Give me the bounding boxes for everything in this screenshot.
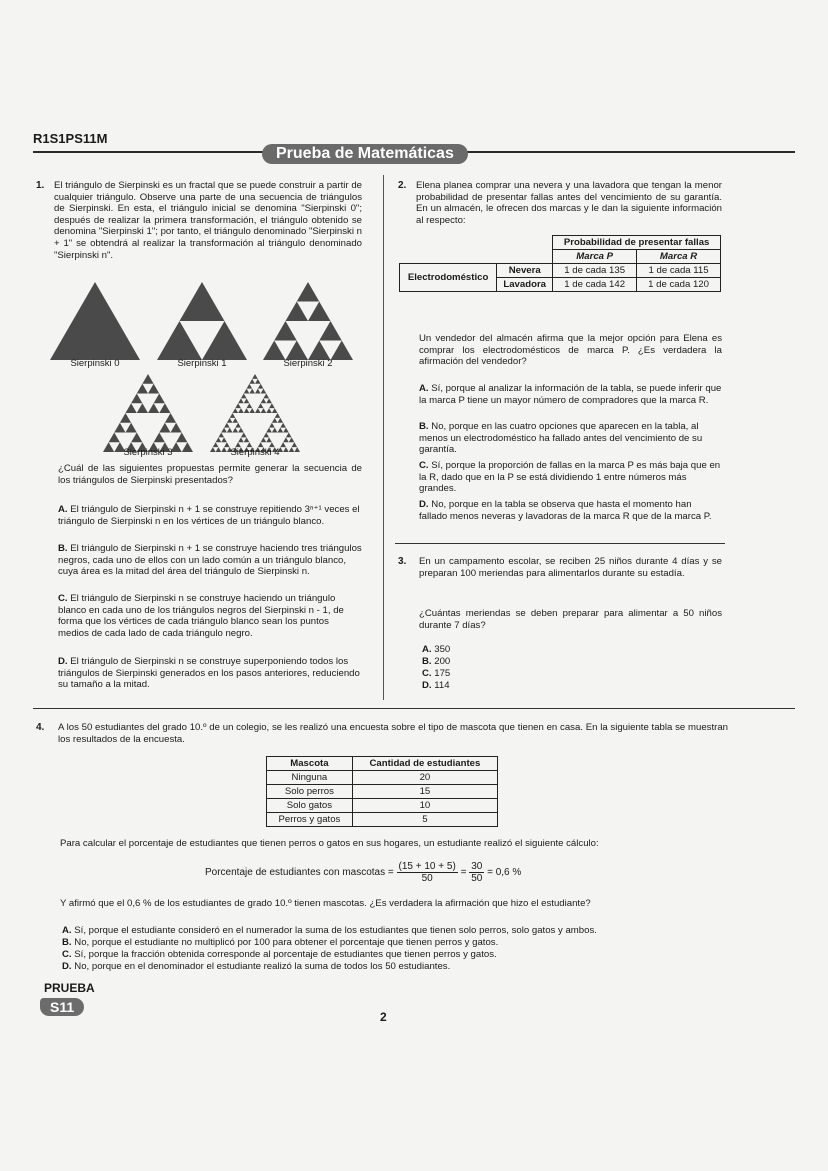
sierpinski-black-triangle: [241, 393, 247, 398]
option-letter: D.: [58, 656, 68, 667]
option-letter: D.: [419, 499, 429, 510]
option-letter: A.: [422, 644, 432, 655]
option-text: 200: [434, 656, 451, 667]
sierpinski-black-triangle: [218, 432, 224, 437]
q4-question: Y afirmó que el 0,6 % de los estudiantes de grado 10.º tienen mascotas. ¿Es verdadera la afirmación que hizo el estudiante?: [60, 898, 591, 909]
col-header-r: Marca R: [637, 250, 721, 264]
table-row: [400, 264, 721, 278]
fraction-numerator: (15 + 10 + 5): [398, 861, 456, 872]
table-row: [267, 771, 498, 785]
option-letter: A.: [62, 925, 72, 936]
row-group-label: Electrodoméstico: [400, 264, 497, 292]
formula-fraction-1: [397, 861, 458, 884]
sierpinski-black-triangle: [114, 423, 125, 433]
sierpinski-black-triangle: [263, 432, 269, 437]
sierpinski-black-triangle: [137, 403, 148, 413]
sierpinski-black-triangle: [266, 398, 272, 403]
col-header-pet: Mascota: [267, 757, 353, 771]
q2-option-c[interactable]: [419, 460, 722, 495]
q2-option-d[interactable]: [419, 499, 722, 522]
sierpinski-black-triangle: [238, 398, 244, 403]
sierpinski-black-triangle: [233, 408, 239, 413]
sierpinski-black-triangle: [263, 393, 269, 398]
q2-intro: Elena planea comprar una nevera y una lavadora que tengan la menor probabilidad de presentar fallas antes del vencimiento de su garantía. En un almacén, le ofrecen dos marcas y le dan la siguiente información al respecto:: [416, 180, 722, 226]
q4-option-c[interactable]: [62, 949, 762, 961]
sierpinski-black-triangle: [154, 393, 165, 403]
sierpinski-black-triangle: [142, 374, 153, 384]
sierpinski-black-triangle: [238, 428, 244, 433]
option-text: El triángulo de Sierpinski n + 1 se construye repitiendo 3ⁿ⁺¹ veces el triángulo de Sierpinski n en los vértices de un triángulo blanco.: [58, 504, 360, 527]
section-divider: [33, 708, 795, 709]
q3-option-a[interactable]: [422, 644, 450, 656]
q4-pet-table: [266, 756, 498, 827]
sierpinski-black-triangle: [266, 428, 272, 433]
col-header-p: Marca P: [553, 250, 637, 264]
sierpinski-black-triangle: [275, 413, 281, 418]
sierpinski-black-triangle: [221, 428, 227, 433]
q4-formula: [205, 861, 521, 884]
sierpinski-black-triangle: [249, 379, 255, 384]
sierpinski-black-triangle: [308, 301, 331, 320]
sierpinski-black-triangle: [244, 389, 250, 394]
q1-intro: El triángulo de Sierpinski es un fractal que se puede construir a partir de cualquier triángulo. Observe una parte de una secuencia de triángulos de Sierpinski. En esta, el triángulo inicial se denomina "Sierpinski 0"; después de realizar la primera transformación, el triángulo obtenido se denomina "Sierpinski 1"; por tanto, el triángulo denominado "Sierpinski n + 1" se obtendrá al realizar la transformación al triángulo denominado "Sierpinski n".: [54, 180, 362, 261]
q1-number: 1.: [36, 180, 45, 191]
option-letter: B.: [419, 421, 429, 432]
formula-result: = 0,6 %: [487, 867, 522, 879]
sierpinski-black-triangle: [230, 413, 236, 418]
sierpinski-black-triangle: [272, 428, 278, 433]
q3-question: ¿Cuántas meriendas se deben preparar para alimentar a 50 niños durante 7 días?: [419, 608, 722, 631]
q3-intro: En un campamento escolar, se reciben 25 niños durante 4 días y se preparan 100 meriendas para alimentarlos durante su estadía.: [419, 556, 722, 579]
sierpinski-black-triangle: [280, 423, 286, 428]
sierpinski-black-triangle: [176, 432, 187, 442]
q2-brand-table: [399, 235, 721, 292]
sierpinski-black-triangle: [241, 432, 247, 437]
option-letter: D.: [422, 680, 432, 691]
equals-sign: =: [460, 867, 467, 879]
option-text: 350: [434, 644, 451, 655]
option-letter: B.: [58, 543, 68, 554]
option-letter: C.: [419, 460, 429, 471]
option-letter: C.: [422, 668, 432, 679]
sierpinski-black-triangle: [255, 408, 261, 413]
option-letter: A.: [419, 383, 429, 394]
sierpinski-black-triangle: [261, 437, 267, 442]
sierpinski-black-triangle: [289, 437, 295, 442]
sierpinski-black-triangle: [247, 403, 253, 408]
sierpinski-black-triangle: [258, 403, 264, 408]
sierpinski-black-triangle: [238, 437, 244, 442]
test-code: R1S1PS11M: [33, 131, 108, 146]
sierpinski-black-triangle: [247, 384, 253, 389]
sierpinski-black-triangle: [274, 321, 297, 340]
sierpinski-black-triangle: [157, 321, 202, 360]
q2-question: Un vendedor del almacén afirma que la mejor opción para Elena es comprar los electrodomésticos de marca P. ¿Es verdadera la afirmación del vendedor?: [419, 333, 722, 368]
figure-label-4: Sierpinski 4: [230, 447, 280, 458]
option-text: El triángulo de Sierpinski n se construye haciendo un triángulo blanco en cada uno de los triángulos negros del Sierpinski n - 1, de forma que los vértices de cada triángulo blanco sean los puntos medios de cada lado de cada triángulo negro.: [58, 593, 344, 639]
cell-p: 1 de cada 135: [553, 264, 637, 278]
q4-calc-intro: Para calcular el porcentaje de estudiantes que tienen perros o gatos en sus hogares, un estudiante realizó el siguiente cálculo:: [60, 838, 599, 849]
sierpinski-black-triangle: [286, 301, 309, 320]
option-text: El triángulo de Sierpinski n + 1 se construye haciendo tres triángulos negros, cada uno de ellos con un lado común a un triángulo blanco, cuya área es la mitad del área del triángulo de Sierpinski n.: [58, 543, 362, 578]
figure-label-0: Sierpinski 0: [70, 358, 120, 369]
option-letter: A.: [58, 504, 68, 515]
sierpinski-black-triangle: [319, 321, 342, 340]
sierpinski-black-triangle: [283, 437, 289, 442]
sierpinski-black-triangle: [261, 398, 267, 403]
sierpinski-black-triangle: [272, 408, 278, 413]
option-letter: C.: [62, 949, 72, 960]
option-letter: D.: [62, 961, 72, 972]
sierpinski-black-triangle: [227, 418, 233, 423]
sierpinski-black-triangle: [255, 379, 261, 384]
cell-pet: Solo perros: [267, 785, 353, 799]
cell-pet: Ninguna: [267, 771, 353, 785]
sierpinski-black-triangle: [233, 418, 239, 423]
option-text: Sí, porque la fracción obtenida corresponde al porcentaje de estudiantes que tienen perros y gatos.: [74, 949, 497, 960]
option-text: No, porque en el denominador el estudiante realizó la suma de todos los 50 estudiantes.: [74, 961, 451, 972]
q1-question: ¿Cuál de las siguientes propuestas permite generar la secuencia de los triángulos de Sierpinski presentados?: [58, 463, 362, 486]
formula-fraction-2: [469, 861, 484, 884]
q4-option-d[interactable]: [62, 961, 762, 973]
q3-option-d[interactable]: [422, 680, 450, 692]
table-row: [267, 813, 498, 827]
sierpinski-black-triangle: [154, 432, 165, 442]
sierpinski-black-triangle: [221, 437, 227, 442]
sierpinski-black-triangle: [165, 413, 176, 423]
option-letter: B.: [422, 656, 432, 667]
section-banner: Prueba de Matemáticas: [262, 144, 468, 164]
q2-number: 2.: [398, 180, 407, 191]
sierpinski-black-triangle: [233, 428, 239, 433]
q4-intro: A los 50 estudiantes del grado 10.º de un colegio, se les realizó una encuesta sobre el tipo de mascota que tienen en casa. En la siguiente tabla se muestran los resultados de la encuesta.: [58, 722, 728, 745]
sierpinski-black-triangle: [283, 428, 289, 433]
option-text: 175: [434, 668, 451, 679]
option-text: No, porque en la tabla se observa que hasta el momento han fallado menos neveras y lavadoras de la marca R que de la marca P.: [419, 499, 712, 522]
fraction-denominator: 50: [471, 873, 483, 884]
sierpinski-black-triangle: [180, 282, 225, 321]
sierpinski-figures: [50, 282, 360, 472]
formula-label: Porcentaje de estudiantes con mascotas =: [205, 867, 394, 879]
q1-option-c[interactable]: [58, 593, 362, 639]
q4-option-a[interactable]: [62, 925, 762, 937]
sierpinski-black-triangle: [286, 432, 292, 437]
sierpinski-black-triangle: [278, 428, 284, 433]
sierpinski-black-triangle: [109, 432, 120, 442]
sierpinski-black-triangle: [224, 423, 230, 428]
sierpinski-black-triangle: [227, 428, 233, 433]
q1-option-b[interactable]: [58, 543, 362, 578]
cell-r: 1 de cada 120: [637, 278, 721, 292]
sierpinski-black-triangle: [266, 437, 272, 442]
option-text: El triángulo de Sierpinski n se construye superponiendo todos los triángulos de Sierpinski generados en los pasos anteriores, reduciendo su tamaño a la mitad.: [58, 656, 360, 691]
cell-r: 1 de cada 115: [637, 264, 721, 278]
q3-number: 3.: [398, 556, 407, 567]
option-text: 114: [434, 680, 450, 691]
sierpinski-black-triangle: [266, 408, 272, 413]
table-row: [267, 785, 498, 799]
sierpinski-black-triangle: [171, 423, 182, 433]
column-divider: [383, 175, 384, 700]
option-text: No, porque el estudiante no multiplicó por 100 para obtener el porcentaje que tienen perros y gatos.: [74, 937, 499, 948]
col-header-count: Cantidad de estudiantes: [352, 757, 497, 771]
sierpinski-black-triangle: [278, 418, 284, 423]
q2-q3-divider: [395, 543, 725, 544]
sierpinski-black-triangle: [252, 374, 258, 379]
q2-option-a[interactable]: [419, 383, 722, 406]
sierpinski-black-triangle: [235, 403, 241, 408]
sierpinski-black-triangle: [297, 282, 320, 301]
q1-option-d[interactable]: [58, 656, 362, 691]
table-group-header: Probabilidad de presentar fallas: [553, 236, 721, 250]
sierpinski-black-triangle: [244, 408, 250, 413]
sierpinski-black-triangle: [202, 321, 247, 360]
sierpinski-black-triangle: [261, 408, 267, 413]
sierpinski-black-triangle: [216, 437, 222, 442]
row-item: Nevera: [497, 264, 553, 278]
sierpinski-black-triangle: [131, 393, 142, 403]
sierpinski-black-triangle: [269, 423, 275, 428]
footer-badge: S11: [40, 998, 84, 1016]
option-letter: B.: [62, 937, 72, 948]
q3-option-b[interactable]: [422, 656, 450, 668]
sierpinski-black-triangle: [126, 423, 137, 433]
cell-p: 1 de cada 142: [553, 278, 637, 292]
cell-count: 15: [352, 785, 497, 799]
figure-label-1: Sierpinski 1: [177, 358, 227, 369]
sierpinski-black-triangle: [137, 384, 148, 394]
sierpinski-black-triangle: [269, 403, 275, 408]
cell-pet: Solo gatos: [267, 799, 353, 813]
sierpinski-black-triangle: [244, 437, 250, 442]
row-item: Lavadora: [497, 278, 553, 292]
q4-number: 4.: [36, 722, 45, 733]
sierpinski-black-triangle: [126, 403, 137, 413]
figure-label-2: Sierpinski 2: [283, 358, 333, 369]
sierpinski-black-triangle: [261, 389, 267, 394]
sierpinski-black-triangle: [249, 408, 255, 413]
q4-option-b[interactable]: [62, 937, 762, 949]
sierpinski-black-triangle: [258, 384, 264, 389]
sierpinski-black-triangle: [235, 423, 241, 428]
sierpinski-black-triangle: [148, 403, 159, 413]
cell-count: 20: [352, 771, 497, 785]
sierpinski-black-triangle: [159, 423, 170, 433]
option-text: Sí, porque el estudiante consideró en el numerador la suma de los estudiantes que tienen solo perros, solo gatos y ambos.: [74, 925, 597, 936]
sierpinski-black-triangle: [120, 413, 131, 423]
option-letter: C.: [58, 593, 68, 604]
q3-option-c[interactable]: [422, 668, 450, 680]
cell-pet: Perros y gatos: [267, 813, 353, 827]
sierpinski-black-triangle: [148, 384, 159, 394]
sierpinski-black-triangle: [238, 408, 244, 413]
footer-label: PRUEBA: [44, 981, 95, 995]
sierpinski-black-triangle: [131, 432, 142, 442]
q1-option-a[interactable]: [58, 504, 362, 527]
sierpinski-black-triangle: [159, 403, 170, 413]
table-row: [267, 799, 498, 813]
cell-count: 10: [352, 799, 497, 813]
option-text: Sí, porque la proporción de fallas en la marca P es más baja que en la R, dado que en la P se está dividiendo 1 entre números más grandes.: [419, 460, 721, 495]
sierpinski-black-triangle: [50, 282, 140, 360]
sierpinski-black-triangle: [272, 418, 278, 423]
option-text: No, porque en las cuatro opciones que aparecen en la tabla, al menos un electrodoméstico ha fallado antes del vencimiento de su garantía.: [419, 421, 703, 456]
sierpinski-black-triangle: [244, 398, 250, 403]
option-text: Sí, porque al analizar la información de la tabla, se puede inferir que la marca P tiene un mayor número de compradores que la marca R.: [419, 383, 722, 406]
figure-label-3: Sierpinski 3: [123, 447, 173, 458]
q2-option-b[interactable]: [419, 421, 722, 456]
fraction-denominator: 50: [421, 873, 433, 884]
fraction-numerator: 30: [471, 861, 483, 872]
sierpinski-black-triangle: [255, 389, 261, 394]
cell-count: 5: [352, 813, 497, 827]
sierpinski-black-triangle: [249, 389, 255, 394]
page-number: 2: [380, 1010, 387, 1024]
